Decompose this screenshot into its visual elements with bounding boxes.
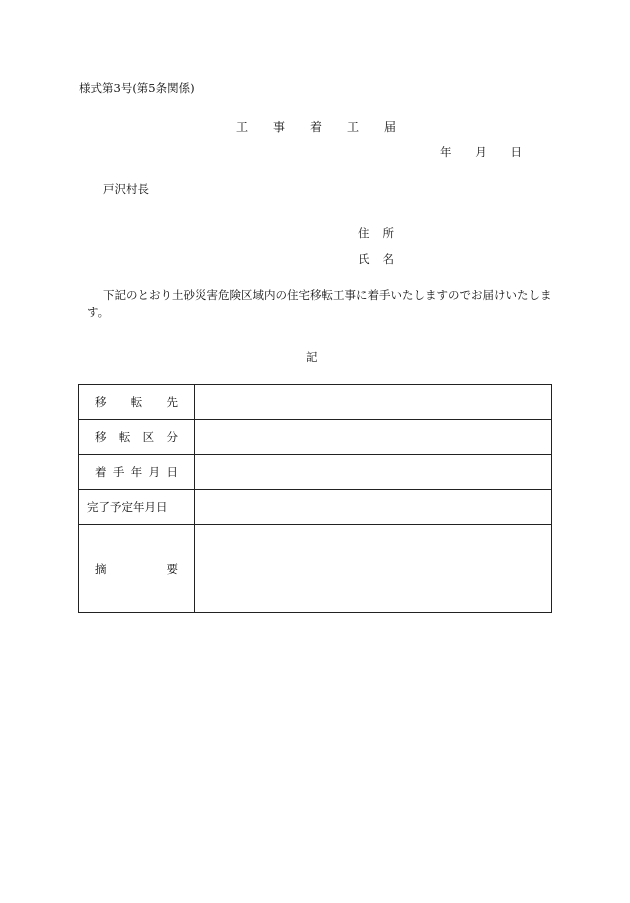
form-table	[78, 384, 552, 613]
table-row	[79, 490, 552, 525]
row-value-start-date[interactable]	[195, 455, 552, 490]
date-month-label: 月	[475, 145, 487, 159]
address-char: 所	[382, 226, 394, 240]
row-label-remarks	[79, 525, 195, 613]
body-text: 下記のとおり土砂災害危険区域内の住宅移転工事に着手いたしますのでお届けいたします。	[87, 288, 552, 319]
address-char: 住	[358, 226, 370, 240]
row-value-relocation-destination[interactable]	[195, 385, 552, 420]
date-line	[440, 144, 522, 160]
row-label-start-date	[79, 455, 195, 490]
row-value-completion-date[interactable]	[195, 490, 552, 525]
label-char: 摘	[95, 561, 107, 576]
title-char: 事	[272, 120, 285, 134]
row-label-relocation-destination	[79, 385, 195, 420]
title-char: 工	[346, 120, 359, 134]
row-label-relocation-category	[79, 420, 195, 455]
label-char: 着	[95, 465, 107, 479]
table-row	[79, 385, 552, 420]
label-char: 分	[166, 430, 178, 444]
name-char: 氏	[358, 252, 370, 266]
title-char: 届	[383, 120, 396, 134]
label-text: 完了予定年月日	[87, 500, 168, 514]
table-row	[79, 420, 552, 455]
name-label	[358, 251, 394, 267]
table-row	[79, 525, 552, 613]
title-char: 着	[309, 120, 322, 134]
label-char: 転	[130, 395, 143, 409]
row-value-relocation-category[interactable]	[195, 420, 552, 455]
addressee: 戸沢村長	[103, 182, 149, 196]
label-char: 先	[166, 395, 178, 409]
title-char: 工	[236, 120, 249, 134]
name-char: 名	[382, 252, 394, 266]
label-char: 移	[95, 395, 107, 409]
form-number: 様式第3号(第5条関係)	[79, 81, 195, 95]
row-label-completion-date	[79, 490, 195, 525]
label-char: 転	[118, 430, 131, 444]
label-char: 移	[95, 430, 107, 444]
row-value-remarks[interactable]	[195, 525, 552, 613]
address-label	[358, 225, 394, 241]
document-title	[236, 118, 396, 135]
date-day-label: 日	[510, 145, 522, 159]
ki-heading: 記	[306, 350, 318, 364]
label-char: 手	[112, 465, 125, 479]
label-char: 月	[148, 465, 161, 479]
label-char: 区	[142, 430, 155, 444]
date-year-label: 年	[440, 145, 452, 159]
table-row	[79, 455, 552, 490]
label-char: 要	[166, 561, 178, 576]
label-char: 年	[130, 465, 143, 479]
label-char: 日	[166, 465, 178, 479]
